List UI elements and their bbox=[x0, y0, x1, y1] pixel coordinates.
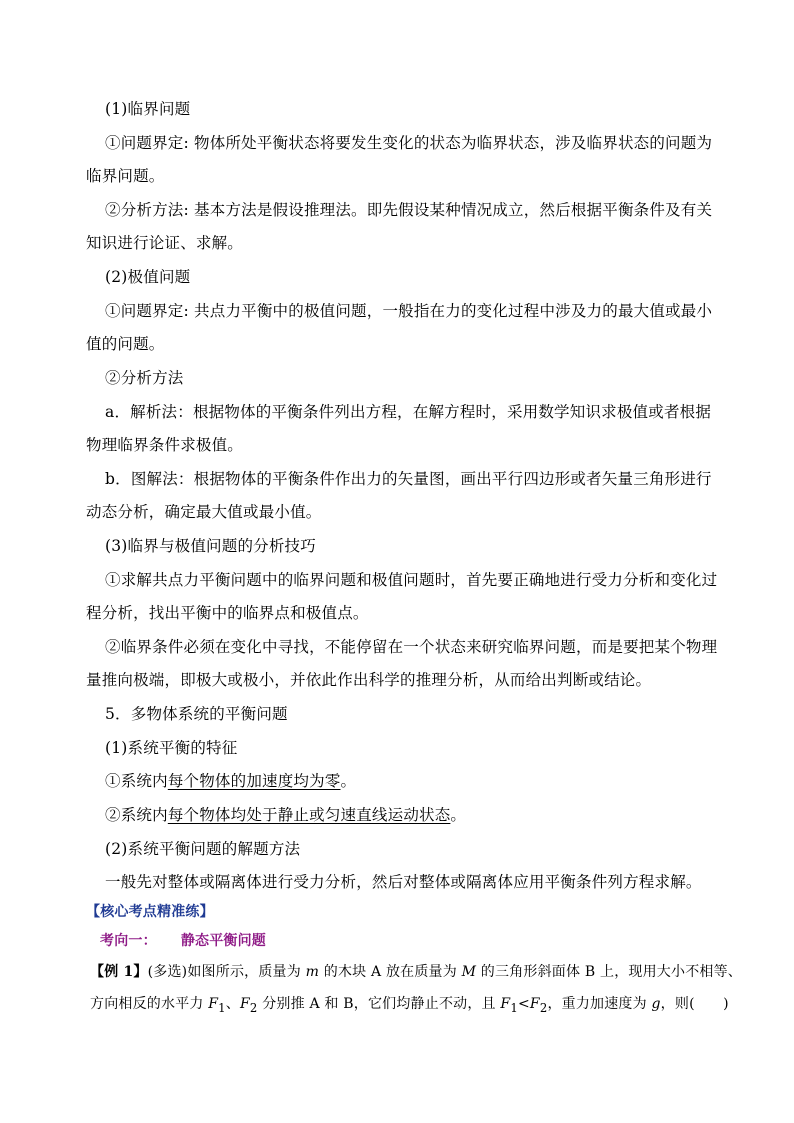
analytic-method-line-1: a．解析法：根据物体的平衡条件列出方程，在解方程时，采用数学知识求极值或者根据 bbox=[105, 403, 712, 421]
core-practice-header: 【核心考点精准练】 bbox=[86, 904, 214, 920]
direction-one bbox=[100, 930, 266, 951]
example-1-line-1 bbox=[90, 962, 742, 982]
separator: 、 bbox=[225, 996, 240, 1012]
extreme-method-heading: ②分析方法 bbox=[105, 369, 184, 387]
critical-method-line-2: 知识进行论证、求解。 bbox=[86, 234, 244, 252]
example-1-text-e: 分别推 A 和 B，它们均静止不动，且 bbox=[257, 996, 501, 1012]
force-F2-symbol: F bbox=[240, 996, 250, 1012]
direction-label: 考向一： bbox=[100, 933, 157, 949]
force-F2-subscript: 2 bbox=[249, 1000, 258, 1015]
graphic-method-line-2: 动态分析，确定最大值或最小值。 bbox=[86, 503, 322, 521]
force-F1-symbol-2: F bbox=[500, 996, 511, 1012]
force-F2-symbol-2: F bbox=[529, 996, 540, 1012]
extreme-definition-line-1: ①问题界定: 共点力平衡中的极值问题，一般指在力的变化过程中涉及力的最大值或最小 bbox=[105, 302, 713, 320]
critical-method-line-1: ②分析方法: 基本方法是假设推理法。即先假设某种情况成立，然后根据平衡条件及有关 bbox=[105, 201, 713, 219]
system-feature-1-prefix: ①系统内 bbox=[105, 772, 168, 790]
example-1-line-2 bbox=[90, 994, 729, 1018]
gravity-g-symbol: g bbox=[651, 996, 661, 1012]
solve-method-text: 一般先对整体或隔离体进行受力分析，然后对整体或隔离体应用平衡条件列方程求解。 bbox=[105, 873, 702, 891]
system-feature-2 bbox=[105, 805, 466, 825]
technique-1-line-2: 程分析，找出平衡中的临界点和极值点。 bbox=[86, 604, 369, 622]
force-F1-symbol: F bbox=[208, 996, 219, 1012]
critical-definition-line-2: 临界问题。 bbox=[86, 167, 165, 185]
technique-heading: (3)临界与极值问题的分析技巧 bbox=[105, 537, 316, 555]
example-1-text-d: 方向相反的水平力 bbox=[90, 996, 209, 1012]
example-1-text-f: ，重力加速度为 bbox=[547, 996, 652, 1012]
less-than-sign: < bbox=[517, 996, 530, 1012]
example-1-text-b: 的木块 A 放在质量为 bbox=[319, 964, 462, 980]
example-1-text-c: 的三角形斜面体 B 上，现用大小不相等、 bbox=[476, 964, 742, 980]
system-feature-1-key: 每个物体的加速度均为零 bbox=[167, 772, 341, 790]
mass-M-symbol: M bbox=[461, 964, 477, 980]
critical-definition-line-1: ①问题界定: 物体所处平衡状态将要发生变化的状态为临界状态，涉及临界状态的问题为 bbox=[105, 134, 713, 152]
solve-method-heading: (2)系统平衡问题的解题方法 bbox=[105, 840, 301, 858]
system-feature-heading: (1)系统平衡的特征 bbox=[105, 739, 238, 757]
example-1-text-a: (多选)如图所示，质量为 bbox=[147, 964, 306, 980]
graphic-method-line-1: b．图解法：根据物体的平衡条件作出力的矢量图，画出平行四边形或者矢量三角形进行 bbox=[105, 470, 712, 488]
critical-problem-heading: (1)临界问题 bbox=[105, 100, 191, 118]
technique-2-line-2: 量推向极端，即极大或极小，并依此作出科学的推理分析，从而给出判断或结论。 bbox=[86, 671, 652, 689]
direction-name: 静态平衡问题 bbox=[180, 933, 267, 949]
example-1-text-g: ，则( ) bbox=[660, 996, 729, 1012]
force-F1-subscript: 1 bbox=[218, 1000, 226, 1015]
extreme-problem-heading: (2)极值问题 bbox=[105, 268, 191, 286]
analytic-method-line-2: 物理临界条件求极值。 bbox=[86, 436, 244, 454]
extreme-definition-line-2: 值的问题。 bbox=[86, 335, 165, 353]
system-feature-2-prefix: ②系统内 bbox=[105, 806, 168, 824]
technique-1-line-1: ①求解共点力平衡问题中的临界问题和极值问题时，首先要正确地进行受力分析和变化过 bbox=[105, 571, 718, 589]
force-F1-subscript-2: 1 bbox=[510, 1000, 518, 1015]
technique-2-line-1: ②临界条件必须在变化中寻找，不能停留在一个状态来研究临界问题，而是要把某个物理 bbox=[105, 638, 718, 656]
example-1-tag: 【例 1】 bbox=[90, 964, 148, 980]
system-feature-2-key: 每个物体均处于静止或匀速直线运动状态 bbox=[167, 806, 451, 824]
system-feature-2-suffix: 。 bbox=[450, 806, 467, 824]
system-feature-1-suffix: 。 bbox=[340, 772, 357, 790]
system-feature-1 bbox=[105, 771, 356, 791]
multi-body-heading: 5．多物体系统的平衡问题 bbox=[105, 705, 288, 723]
mass-m-symbol: m bbox=[305, 964, 320, 980]
force-F2-subscript-2: 2 bbox=[539, 1000, 548, 1015]
